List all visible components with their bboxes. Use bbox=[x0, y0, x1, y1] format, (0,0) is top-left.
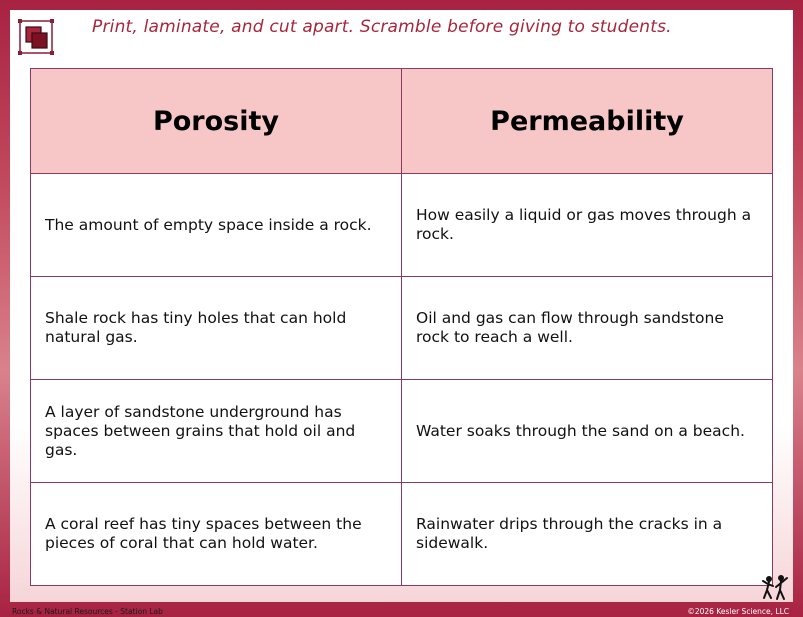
card-cell: Oil and gas can flow through sandstone rock to reach a well. bbox=[402, 277, 773, 380]
header-row bbox=[31, 69, 773, 174]
sort-table bbox=[30, 68, 773, 586]
footer-course-title: Rocks & Natural Resources - Station Lab bbox=[12, 607, 163, 616]
column-header-porosity: Porosity bbox=[31, 69, 402, 174]
table-row bbox=[31, 380, 773, 483]
table-row bbox=[31, 277, 773, 380]
table-row bbox=[31, 174, 773, 277]
card-cell: The amount of empty space inside a rock. bbox=[31, 174, 402, 277]
card-cell: Water soaks through the sand on a beach. bbox=[402, 380, 773, 483]
card-cell: A coral reef has tiny spaces between the pieces of coral that can hold water. bbox=[31, 483, 402, 586]
column-header-permeability: Permeability bbox=[402, 69, 773, 174]
card-cell: A layer of sandstone underground has spaces between grains that hold oil and gas. bbox=[31, 380, 402, 483]
footer-copyright: ©2026 Kesler Science, LLC bbox=[687, 607, 789, 616]
students-icon bbox=[761, 574, 789, 602]
card-cell: How easily a liquid or gas moves through a rock. bbox=[402, 174, 773, 277]
card-cell: Shale rock has tiny holes that can hold natural gas. bbox=[31, 277, 402, 380]
overlapping-squares-icon bbox=[18, 19, 54, 55]
instruction-text: Print, laminate, and cut apart. Scramble before giving to students. bbox=[92, 17, 672, 37]
card-cell: Rainwater drips through the cracks in a sidewalk. bbox=[402, 483, 773, 586]
table-row bbox=[31, 483, 773, 586]
